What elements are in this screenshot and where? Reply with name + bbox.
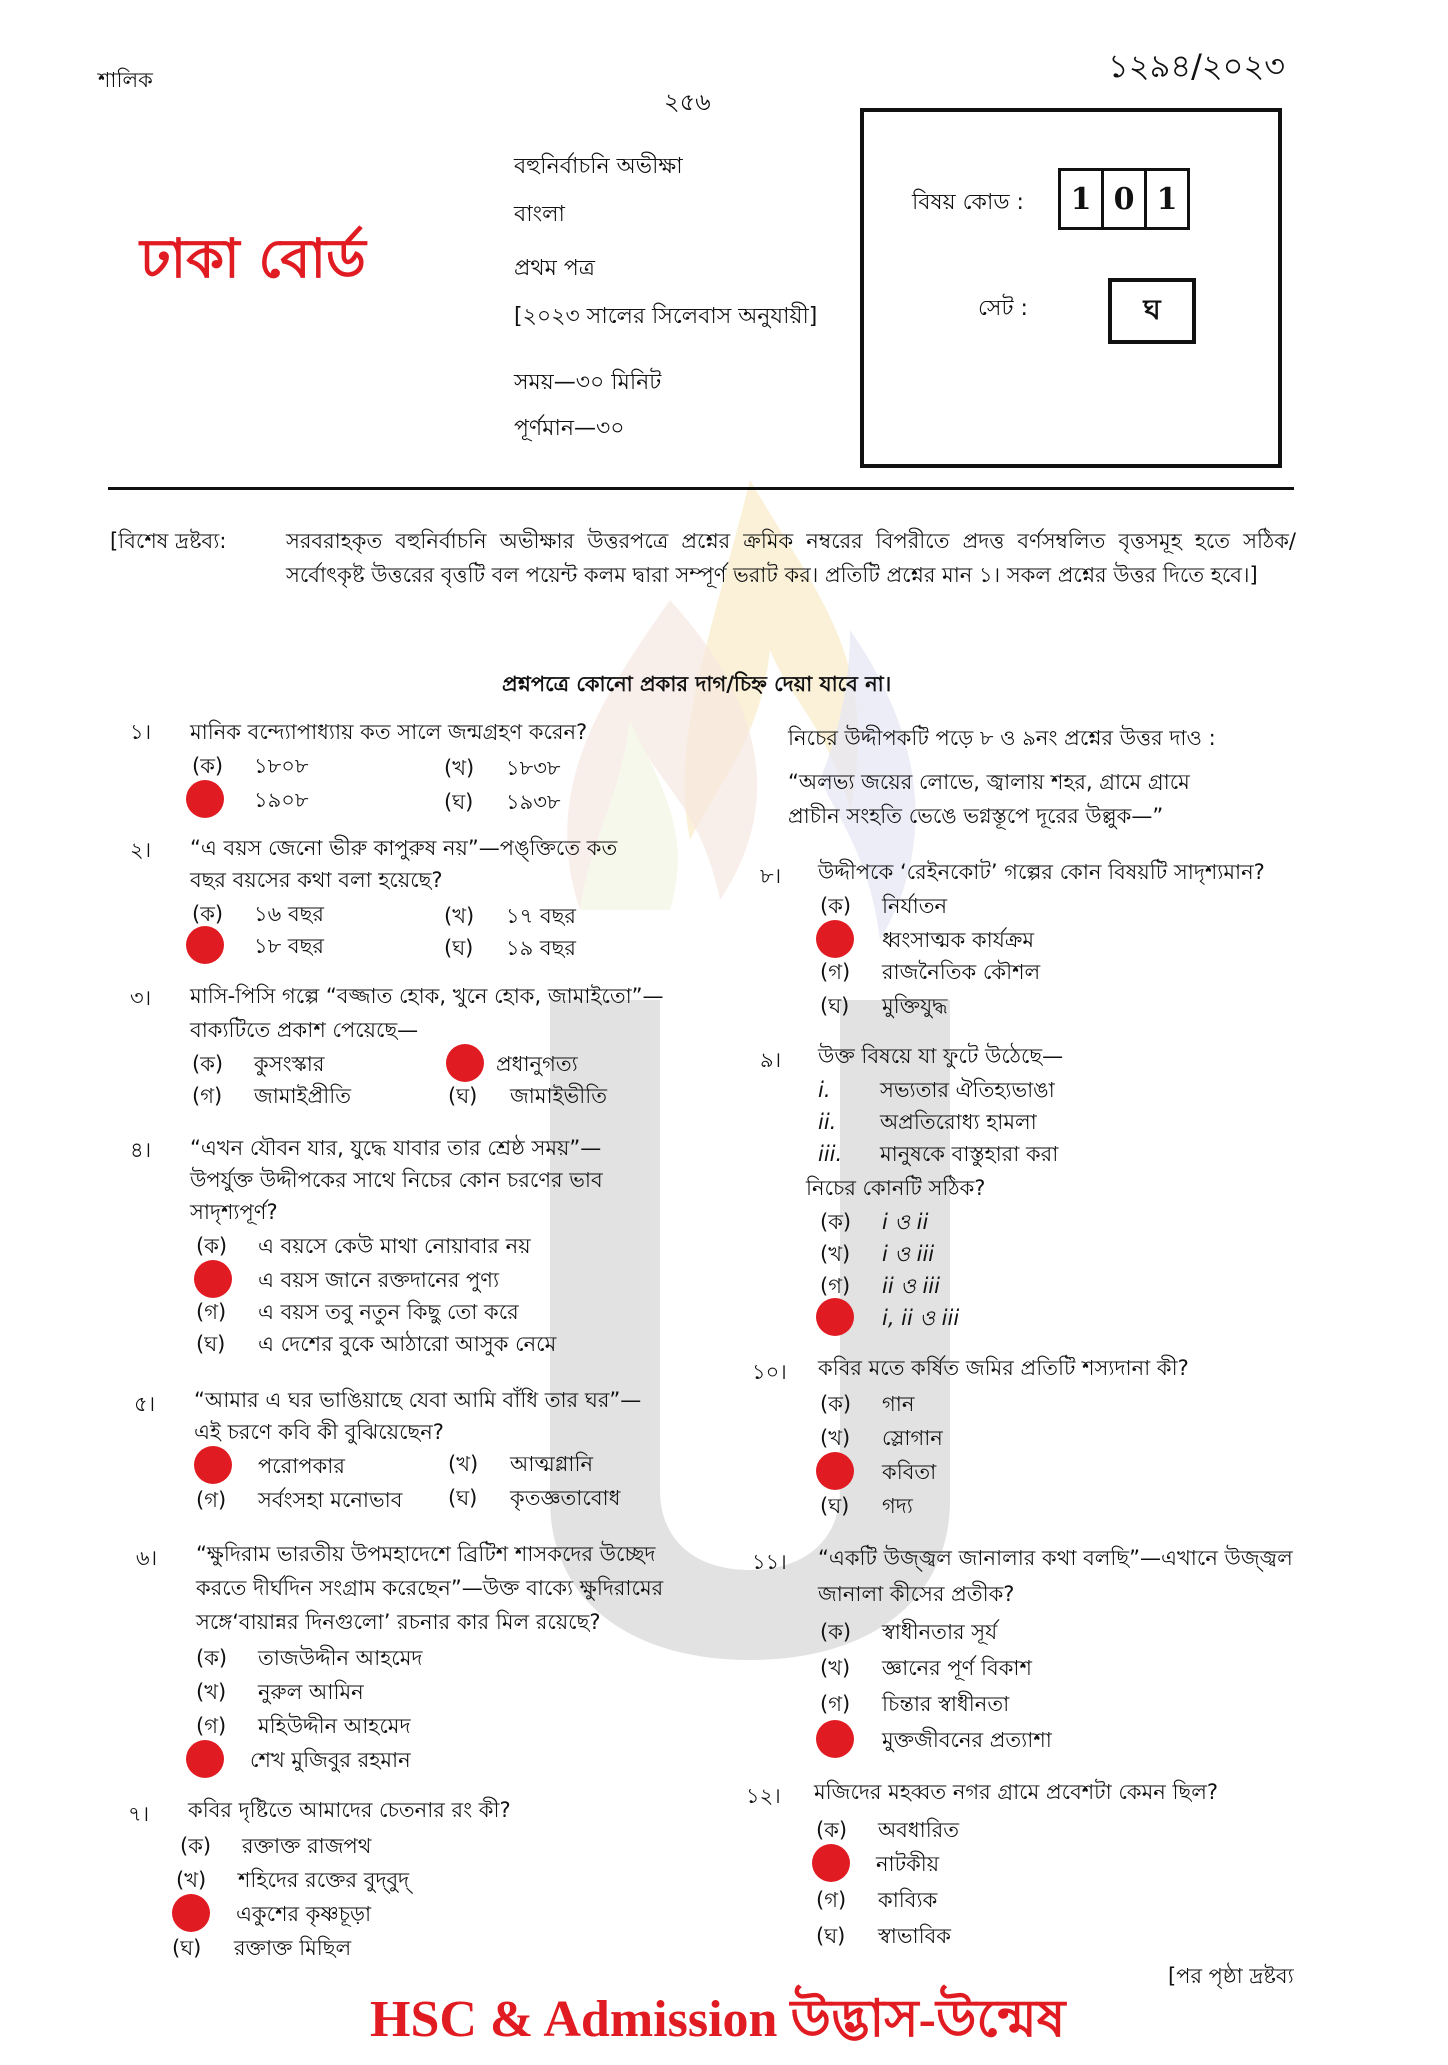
board-name: ঢাকা বোর্ড — [140, 227, 366, 290]
question-number: ৭। — [128, 1802, 150, 1826]
question-prompt: নিচের কোনটি সঠিক? — [806, 1176, 986, 1200]
special-note-label: [বিশেষ দ্রষ্টব্য: — [110, 529, 227, 553]
question-number: ৯। — [760, 1048, 782, 1072]
option-c: ১৯০৮ — [254, 788, 309, 812]
option-a: (ক) রক্তাক্ত রাজপথ — [180, 1834, 372, 1858]
question-stem-line1: “ক্ষুদিরাম ভারতীয় উপমহাদেশে ব্রিটিশ শাসকদের উচ্ছেদ — [196, 1542, 656, 1566]
question-stem-line1: “এ বয়স জেনো ভীরু কাপুরুষ নয়”—পঙ্‌ক্তিতে কত — [190, 836, 618, 860]
statement-i: i. সভ্যতার ঐতিহ্যভাঙা — [818, 1078, 1055, 1102]
code-digit-3: 1 — [1144, 168, 1190, 230]
special-note-text: সরবরাহকৃত বহুনির্বাচনি অভীক্ষার উত্তরপত্রে প্রশ্নের ক্রমিক নম্বরের বিপরীতে প্রদত্ত বর্ণসম্বলিত বৃত্তসমূহ হতে সঠিক/সর্বোৎকৃষ্ট উত্তরের বৃত্তটি বল পয়েন্ট কলম দ্বারা সম্পূর্ণ ভরাট কর। প্রতিটি প্রশ্নের মান ১। সকল প্রশ্নের উত্তর দিতে হবে।] — [286, 529, 1296, 587]
question-number: ১১। — [752, 1550, 787, 1574]
question-number: ৬। — [136, 1546, 158, 1570]
option-d: (ঘ) এ দেশের বুকে আঠারো আসুক নেমে — [196, 1332, 557, 1356]
syllabus-note: [২০২৩ সালের সিলেবাস অনুযায়ী] — [514, 304, 818, 329]
option-c: (গ) কাব্যিক — [816, 1888, 938, 1912]
option-b: (খ) স্লোগান — [820, 1426, 943, 1450]
option-c: (গ) সর্বংসহা মনোভাব — [196, 1488, 403, 1512]
next-page-note: [পর পৃষ্ঠা দ্রষ্টব্য — [1168, 1964, 1294, 1988]
answer-marker — [816, 920, 854, 958]
option-b: (খ) i ও iii — [820, 1242, 935, 1266]
subject-code-label: বিষয় কোড : — [912, 190, 1024, 215]
option-d: (ঘ) ১৯ বছর — [444, 936, 576, 960]
set-label: সেট : — [978, 296, 1028, 321]
option-d: (ঘ) গদ্য — [820, 1494, 913, 1518]
option-a: (ক) নির্যাতন — [820, 894, 948, 918]
option-d: শেখ মুজিবুর রহমান — [250, 1748, 411, 1772]
question-stem-line2: জানালা কীসের প্রতীক? — [818, 1582, 1015, 1606]
question-stem-line3: সঙ্গে‘বায়ান্নর দিনগুলো’ রচনার কার মিল রয়েছে? — [196, 1610, 601, 1634]
stimulus-line1: “অলভ্য জয়ের লোভে, জ্বালায় শহর, গ্রামে গ্রামে — [788, 770, 1190, 794]
question-stem-line1: “একটি উজ্জ্বল জানালার কথা বলছি”—এখানে উজ্জ্বল — [818, 1546, 1293, 1570]
answer-marker — [816, 1452, 854, 1490]
question-stem-line1: “আমার এ ঘর ভাঙিয়াছে যেবা আমি বাঁধি তার ঘর”— — [194, 1388, 642, 1412]
code-digit-1: 1 — [1058, 168, 1104, 230]
footer-brand: HSC & Admission উদ্ভাস-উন্মেষ — [370, 1991, 1066, 2048]
option-d: মুক্তজীবনের প্রত্যাশা — [882, 1728, 1052, 1752]
option-b: (খ) নুরুল আমিন — [196, 1680, 364, 1704]
question-stem-line2: করতে দীর্ঘদিন সংগ্রাম করেছেন”—উক্ত বাক্যে ক্ষুদিরামের — [196, 1576, 664, 1600]
option-d: (ঘ) স্বাভাবিক — [816, 1924, 951, 1948]
answer-marker — [446, 1044, 484, 1082]
option-c: (গ) জামাইপ্রীতি — [192, 1084, 351, 1108]
option-a: (ক) ১৬ বছর — [192, 902, 324, 926]
header-divider — [108, 487, 1294, 490]
subject-name: বাংলা — [514, 202, 565, 227]
stimulus-intro: নিচের উদ্দীপকটি পড়ে ৮ ও ৯নং প্রশ্নের উত্তর দাও : — [788, 726, 1216, 750]
option-b: নাটকীয় — [876, 1852, 940, 1876]
answer-marker — [812, 1844, 850, 1882]
question-stem-line2: বছর বয়সের কথা বলা হয়েছে? — [190, 868, 443, 892]
question-stem-line2: বাক্যটিতে প্রকাশ পেয়েছে— — [190, 1018, 419, 1042]
statement-iii: iii. মানুষকে বাস্তুহারা করা — [818, 1142, 1059, 1166]
question-number: ২। — [130, 838, 152, 862]
code-box — [860, 108, 1282, 468]
option-b: (খ) ১৮৩৮ — [444, 756, 561, 780]
question-stem: মানিক বন্দ্যোপাধ্যায় কত সালে জন্মগ্রহণ করেন? — [190, 720, 588, 744]
question-stem-line3: সাদৃশ্যপূর্ণ? — [190, 1200, 278, 1224]
question-stem: উক্ত বিষয়ে যা ফুটে উঠেছে— — [818, 1044, 1064, 1068]
question-number: ১। — [130, 720, 152, 744]
full-marks-label: পূর্ণমান—৩০ — [514, 416, 625, 441]
answer-marker — [186, 1740, 224, 1778]
option-a: পরোপকার — [258, 1454, 345, 1478]
exam-type: বহুনির্বাচনি অভীক্ষা — [514, 154, 683, 179]
option-b: প্রধানুগত্য — [496, 1052, 578, 1076]
question-number: ৫। — [134, 1392, 156, 1416]
question-stem: মজিদের মহব্বত নগর গ্রামে প্রবেশটা কেমন ছিল? — [814, 1780, 1218, 1804]
exam-code: ১২৯৪/২০২৩ — [1108, 47, 1286, 85]
option-d: i, ii ও iii — [882, 1306, 960, 1330]
answer-marker — [816, 1298, 854, 1336]
option-c: ১৮ বছর — [254, 934, 324, 958]
question-number: ৪। — [130, 1138, 152, 1162]
option-c: (গ) মহিউদ্দীন আহমেদ — [196, 1714, 411, 1738]
question-stem: কবির দৃষ্টিতে আমাদের চেতনার রং কী? — [188, 1798, 511, 1822]
answer-marker — [194, 1260, 232, 1298]
option-b: (খ) জ্ঞানের পূর্ণ বিকাশ — [820, 1656, 1032, 1680]
time-label: সময়—৩০ মিনিট — [514, 370, 662, 395]
answer-marker — [186, 780, 224, 818]
question-number: ১০। — [752, 1360, 787, 1384]
option-b: (খ) ১৭ বছর — [444, 904, 576, 928]
option-a: (ক) অবধারিত — [816, 1818, 960, 1842]
paper-name: প্রথম পত্র — [514, 256, 595, 281]
option-c: (গ) এ বয়স তবু নতুন কিছু তো করে — [196, 1300, 519, 1324]
option-c: (গ) ii ও iii — [820, 1274, 940, 1298]
option-a: (ক) স্বাধীনতার সূর্য — [820, 1620, 998, 1644]
page-number: ২৫৬ — [664, 88, 711, 116]
option-c: কবিতা — [882, 1460, 937, 1484]
question-number: ৮। — [760, 864, 782, 888]
stimulus-line2: প্রাচীন সংহতি ভেঙে ভগ্নস্তূপে দূরের উল্লুক—” — [788, 804, 1164, 828]
warning-text: প্রশ্নপত্রে কোনো প্রকার দাগ/চিহ্ন দেয়া যাবে না। — [502, 672, 892, 696]
option-b: (খ) আত্মগ্লানি — [448, 1452, 593, 1476]
question-stem: কবির মতে কর্ষিত জমির প্রতিটি শস্যদানা কী? — [818, 1356, 1189, 1380]
answer-marker — [816, 1720, 854, 1758]
option-a: (ক) তাজউদ্দীন আহমেদ — [196, 1646, 423, 1670]
option-a: (ক) ১৮০৮ — [192, 754, 309, 778]
question-number: ১২। — [746, 1784, 781, 1808]
statement-ii: ii. অপ্রতিরোধ্য হামলা — [818, 1110, 1037, 1134]
option-a: (ক) এ বয়সে কেউ মাথা নোয়াবার নয় — [196, 1234, 531, 1258]
option-c: (গ) চিন্তার স্বাধীনতা — [820, 1692, 1010, 1716]
option-c: একুশের কৃষ্ণচূড়া — [236, 1902, 372, 1926]
option-b: ধ্বংসাত্মক কার্যক্রম — [882, 928, 1035, 952]
option-a: (ক) গান — [820, 1392, 915, 1416]
option-b: (খ) শহিদের রক্তের বুদ্‌বুদ্ — [176, 1868, 410, 1892]
code-digit-2: 0 — [1101, 168, 1147, 230]
answer-marker — [172, 1894, 210, 1932]
option-d: (ঘ) কৃতজ্ঞতাবোধ — [448, 1486, 621, 1510]
question-number: ৩। — [130, 986, 152, 1010]
answer-marker — [194, 1446, 232, 1484]
option-d: (ঘ) মুক্তিযুদ্ধ — [820, 994, 948, 1018]
question-stem-line1: “এখন যৌবন যার, যুদ্ধে যাবার তার শ্রেষ্ঠ সময়”— — [190, 1136, 602, 1160]
answer-marker — [186, 926, 224, 964]
set-value: ঘ — [1108, 278, 1196, 344]
question-stem: উদ্দীপকে ‘রেইনকোট’ গল্পের কোন বিষয়টি সাদৃশ্যমান? — [818, 860, 1265, 884]
option-d: (ঘ) ১৯৩৮ — [444, 790, 561, 814]
shalik-label: শালিক — [98, 68, 153, 92]
option-d: (ঘ) রক্তাক্ত মিছিল — [172, 1936, 352, 1960]
question-stem-line2: এই চরণে কবি কী বুঝিয়েছেন? — [194, 1420, 444, 1444]
option-b: এ বয়স জানে রক্তদানের পুণ্য — [258, 1268, 500, 1292]
question-stem-line2: উপর্যুক্ত উদ্দীপকের সাথে নিচের কোন চরণের ভাব — [190, 1168, 603, 1192]
option-d: (ঘ) জামাইভীতি — [448, 1084, 607, 1108]
option-c: (গ) রাজনৈতিক কৌশল — [820, 960, 1041, 984]
option-a: (ক) কুসংস্কার — [192, 1052, 325, 1076]
question-stem-line1: মাসি-পিসি গল্পে “বজ্জাত হোক, খুনে হোক, জামাইতো”— — [190, 984, 664, 1008]
option-a: (ক) i ও ii — [820, 1210, 929, 1234]
